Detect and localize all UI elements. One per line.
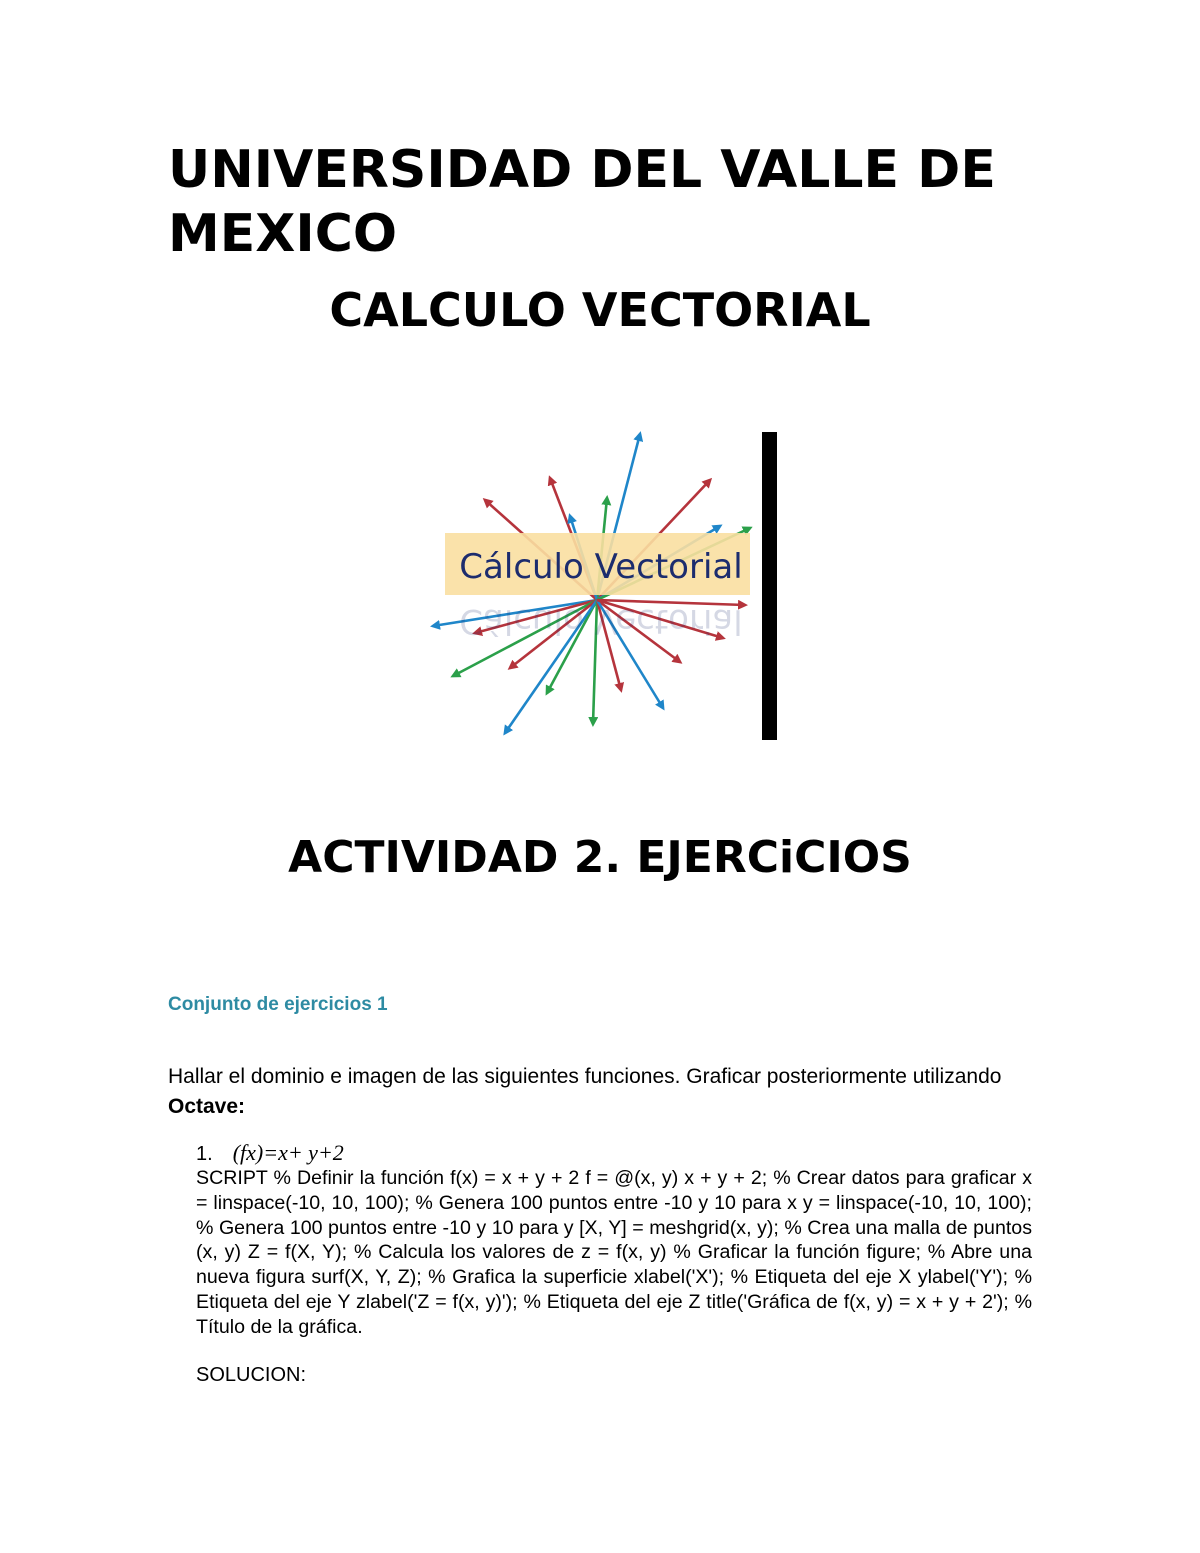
instruction-text: Hallar el dominio e imagen de las siguientes funciones. Graficar posteriormente utilizando [168, 1065, 1002, 1088]
logo-label-reflection: Cálculo Vectorial [459, 601, 743, 641]
exercise-formula-line [196, 1140, 1032, 1166]
exercise-1 [196, 1140, 1032, 1388]
section-heading: Conjunto de ejercicios 1 [168, 994, 388, 1015]
university-title: UNIVERSIDAD DEL VALLE DE MEXICO [168, 140, 996, 264]
octave-script: SCRIPT % Definir la función f(x) = x + y + 2 f = @(x, y) x + y + 2; % Crear datos para graficar x = linspace(-10, 10, 100); % Genera 100 puntos entre -10 y 10 para x y = linspace(-10, 10, 100); % Genera 100 puntos entre -10 y 10 para y [X, Y] = meshgrid(x, y); % Crea una malla de puntos (x, y) Z = f(X, Y); % Calcula los valores de z = f(x, y) % Graficar la función figure; % Abre una nueva figura surf(X, Y, Z); % Grafica la superficie xlabel('X'); % Etiqueta del eje X ylabel('Y'); % Etiqueta del eje Y zlabel('Z = f(x, y)'); % Etiqueta del eje Z title('Gráfica de f(x, y) = x + y + 2'); % Título de la gráfica. [196, 1167, 1032, 1338]
exercise-formula: (fx)=x+ y+2 [232, 1140, 344, 1165]
exercise-number: 1. [196, 1143, 213, 1165]
logo-label: Cálculo Vectorial [459, 547, 743, 587]
solution-label: SOLUCION: [196, 1363, 307, 1386]
calculo-vectorial-logo [425, 428, 785, 746]
activity-title: ACTIVIDAD 2. EJERCiCIOS [288, 832, 912, 883]
instruction-bold: Octave: [168, 1095, 246, 1118]
instruction-paragraph [168, 1062, 1038, 1122]
vertical-bar [762, 432, 777, 740]
course-title: CALCULO VECTORIAL [329, 283, 871, 337]
